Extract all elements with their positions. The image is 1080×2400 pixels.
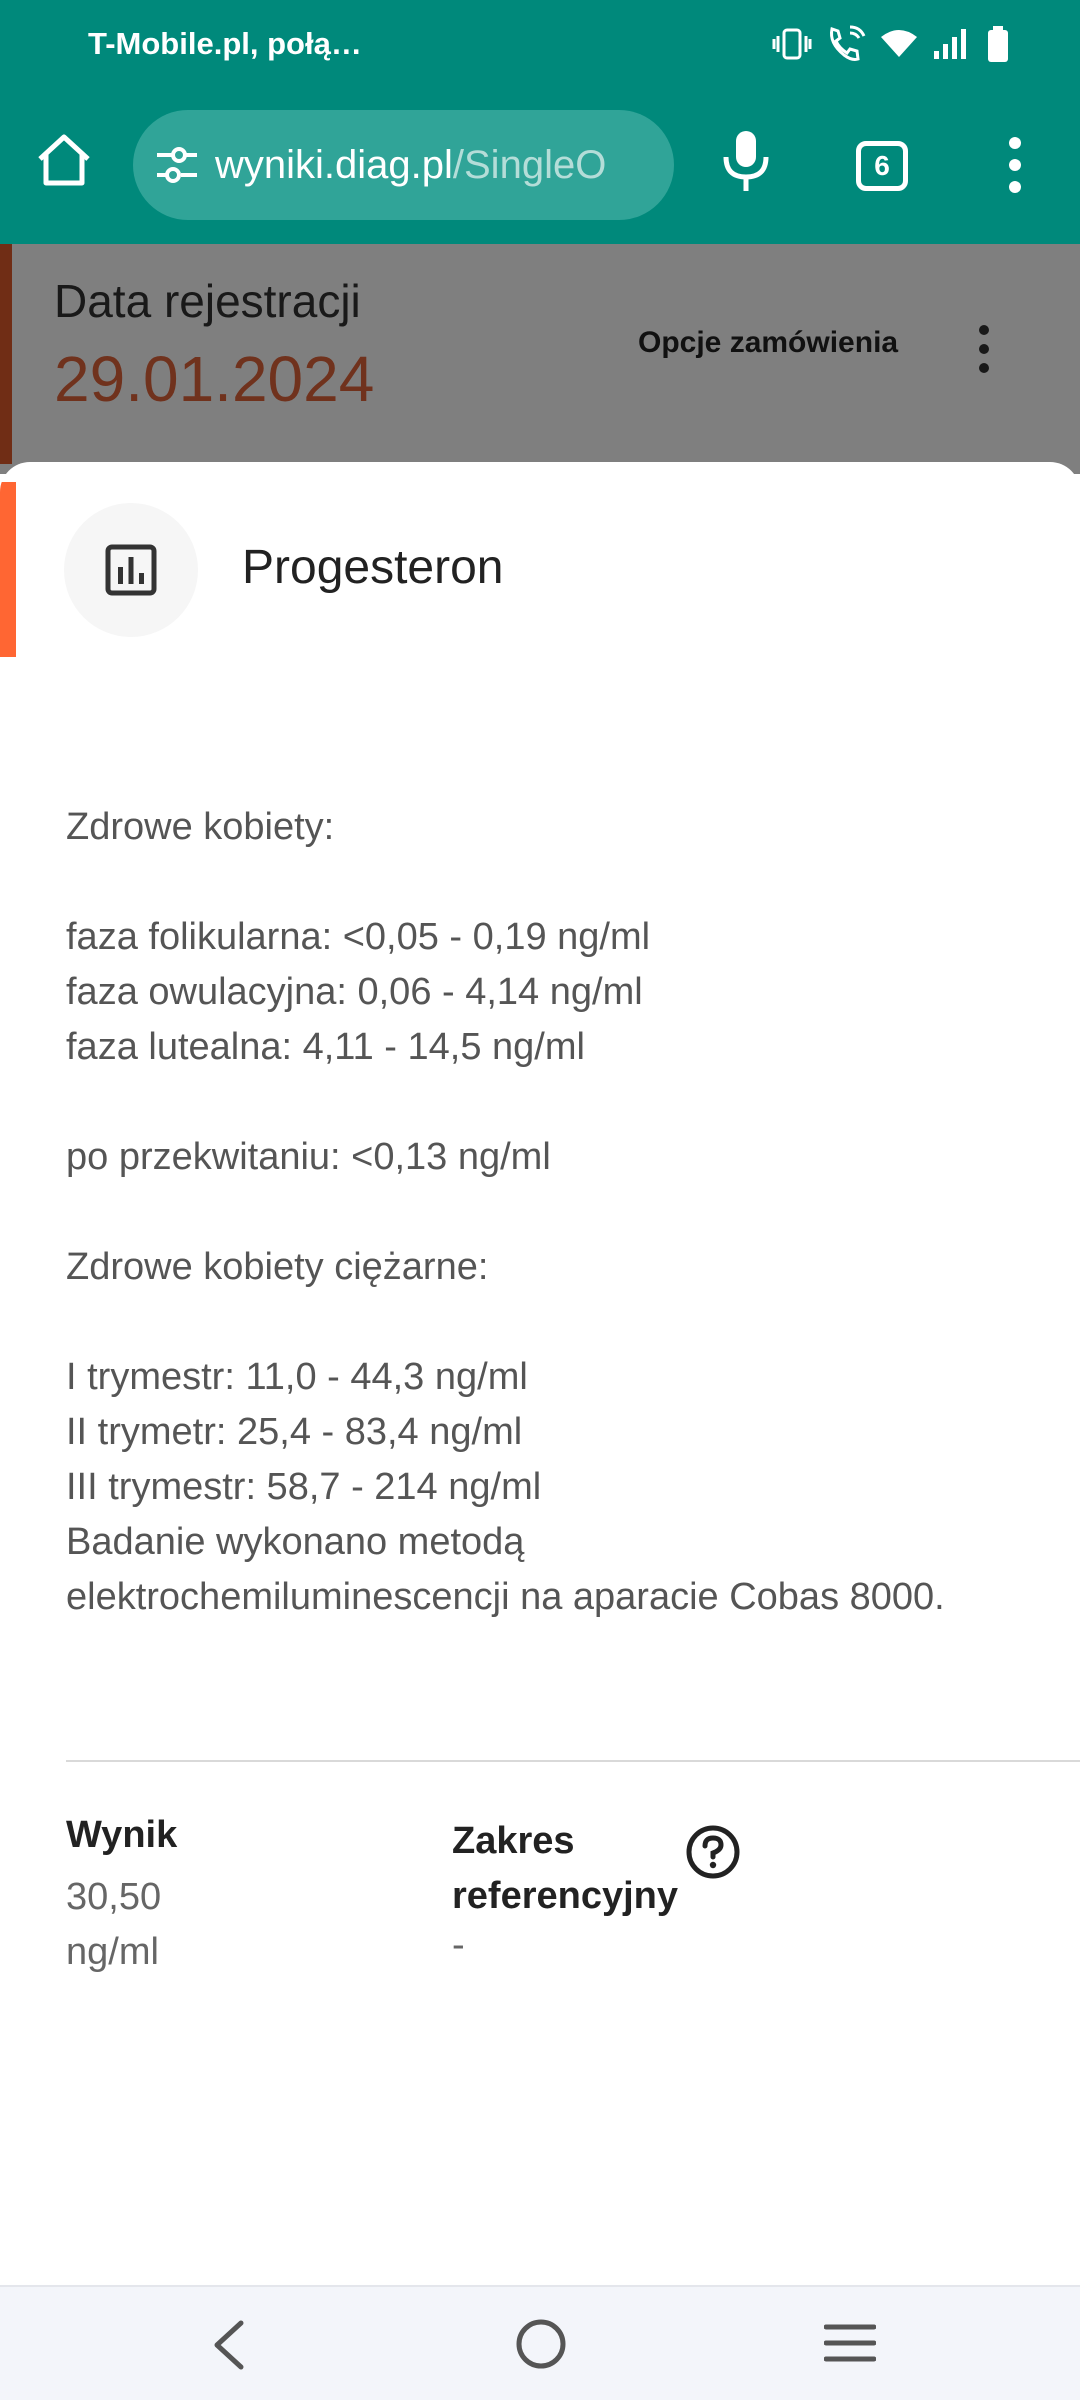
recents-icon[interactable] (824, 2321, 876, 2365)
wifi-icon (880, 27, 918, 61)
ovulatory-phase: faza owulacyjna: 0,06 - 4,14 ng/ml (66, 971, 643, 1013)
result-unit: ng/ml (66, 1931, 159, 1973)
help-icon[interactable] (685, 1824, 741, 1880)
pregnant-heading: Zdrowe kobiety ciężarne: (66, 1246, 489, 1288)
reference-range-label: Zakres referencyjny (452, 1820, 679, 1917)
url-host: wyniki.diag.pl (215, 142, 453, 187)
navigation-bar (0, 2285, 1080, 2400)
scrim-overlay[interactable] (0, 244, 1080, 474)
tabs-icon[interactable] (856, 141, 908, 191)
divider (66, 1760, 1080, 1762)
bar-chart-icon (104, 543, 158, 597)
wifi-calling-icon (826, 25, 866, 63)
luteal-phase: faza lutealna: 4,11 - 14,5 ng/ml (66, 1026, 585, 1068)
result-label: Wynik (66, 1814, 178, 1856)
reference-range-value: - (452, 1924, 465, 1966)
trimester-2: II trymetr: 25,4 - 83,4 ng/ml (66, 1411, 523, 1453)
address-bar[interactable] (133, 110, 674, 220)
result-number: 30,50 (66, 1876, 162, 1918)
healthy-women-heading: Zdrowe kobiety: (66, 806, 335, 848)
back-icon[interactable] (205, 2317, 255, 2373)
trimester-3: III trymestr: 58,7 - 214 ng/ml (66, 1466, 542, 1508)
sheet-accent-bar (0, 482, 16, 657)
tab-count: 6 (874, 150, 890, 181)
mic-icon[interactable] (720, 129, 772, 193)
reference-info (66, 800, 966, 1625)
result-value (66, 1870, 226, 1980)
home-icon[interactable] (34, 129, 94, 189)
more-vert-icon[interactable] (1000, 135, 1030, 195)
method-note: Badanie wykonano metodą elektrochemiluminescencji na aparacie Cobas 8000. (66, 1521, 945, 1618)
battery-icon (986, 25, 1010, 63)
postmenopause: po przekwitaniu: <0,13 ng/ml (66, 1136, 551, 1178)
bottom-sheet (0, 462, 1080, 2285)
test-icon-container (64, 503, 198, 637)
status-bar (0, 0, 1080, 90)
vibrate-icon (772, 26, 812, 62)
url-path: /SingleO (452, 142, 607, 187)
trimester-1: I trymestr: 11,0 - 44,3 ng/ml (66, 1356, 528, 1398)
follicular-phase: faza folikularna: <0,05 - 0,19 ng/ml (66, 916, 651, 958)
browser-toolbar (0, 90, 1080, 244)
signal-icon (932, 27, 972, 61)
test-title: Progesteron (242, 541, 504, 594)
url-text[interactable] (215, 143, 674, 188)
home-circle-icon[interactable] (514, 2317, 568, 2371)
carrier-name: T-Mobile.pl, połą… (88, 26, 362, 61)
site-settings-icon[interactable] (153, 141, 201, 189)
status-icons (772, 22, 1010, 66)
